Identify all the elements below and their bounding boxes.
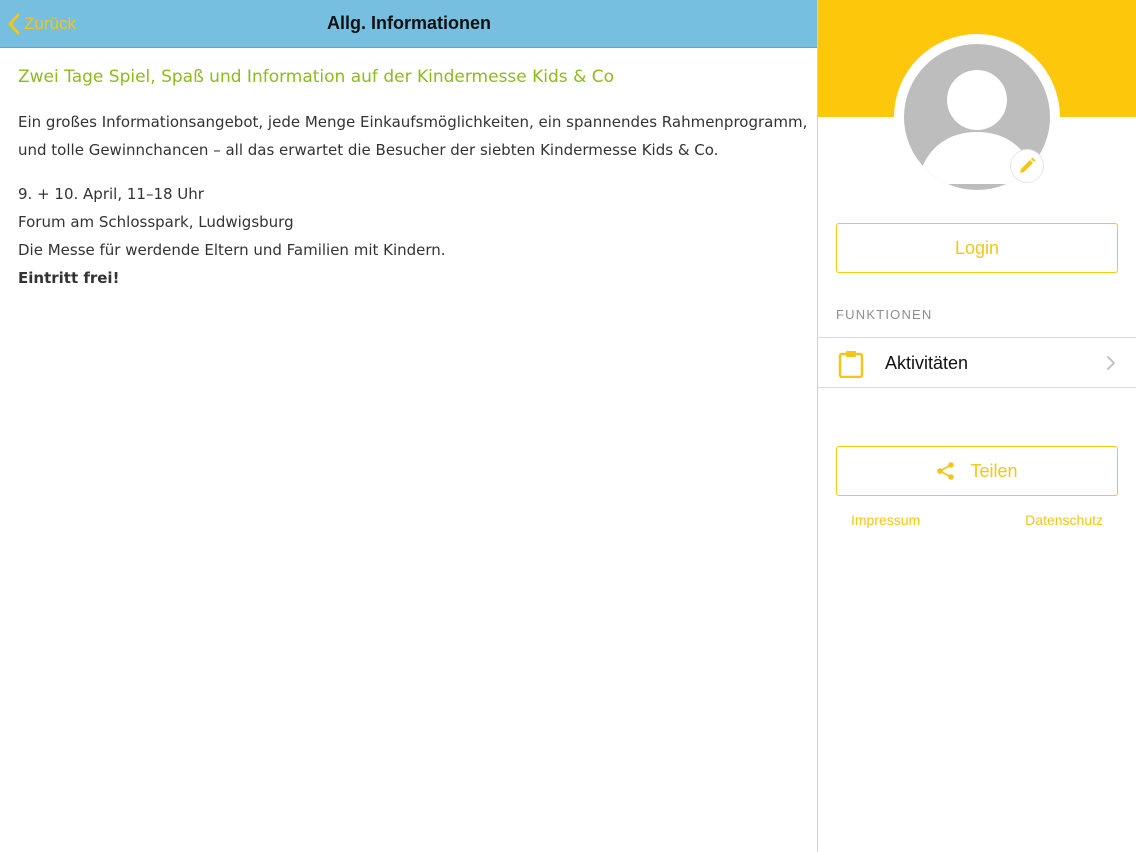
article-headline: Zwei Tage Spiel, Spaß und Information auf der Kindermesse Kids & Co [18,67,614,87]
edit-avatar-button[interactable] [1010,149,1044,183]
impressum-link[interactable]: Impressum [851,512,921,528]
login-button[interactable] [836,223,1118,273]
datenschutz-link[interactable]: Datenschutz [1025,512,1103,528]
event-audience: Die Messe für werdende Eltern und Familien mit Kindern. [18,241,446,259]
event-admission: Eintritt frei! [18,269,120,287]
section-header-functions: FUNKTIONEN [836,307,933,322]
back-button-label: Zurück [24,14,76,33]
login-button-label: Login [954,237,1000,258]
event-location: Forum am Schlosspark, Ludwigsburg [18,213,294,231]
chevron-right-icon [1106,355,1116,371]
pencil-icon [1018,157,1036,175]
share-button[interactable] [836,446,1118,496]
navigation-bar [0,0,818,48]
sidebar [818,0,1136,852]
page-title: Allg. Informationen [327,13,491,33]
clipboard-icon [838,350,864,378]
share-button-label: Teilen [970,460,1018,481]
article-body [18,66,808,292]
event-details [18,180,808,292]
article-intro: Ein großes Informationsangebot, jede Menge Einkaufsmöglichkeiten, ein spannendes Rahmenprogramm, und tolle Gewinnchancen – all das erwartet die Besucher der siebten Kindermesse Kids & Co. [18,113,808,159]
event-date: 9. + 10. April, 11–18 Uhr [18,185,204,203]
share-icon [936,461,956,481]
menu-item-activities[interactable] [818,337,1136,388]
menu-item-activities-label: Aktivitäten [885,353,969,373]
